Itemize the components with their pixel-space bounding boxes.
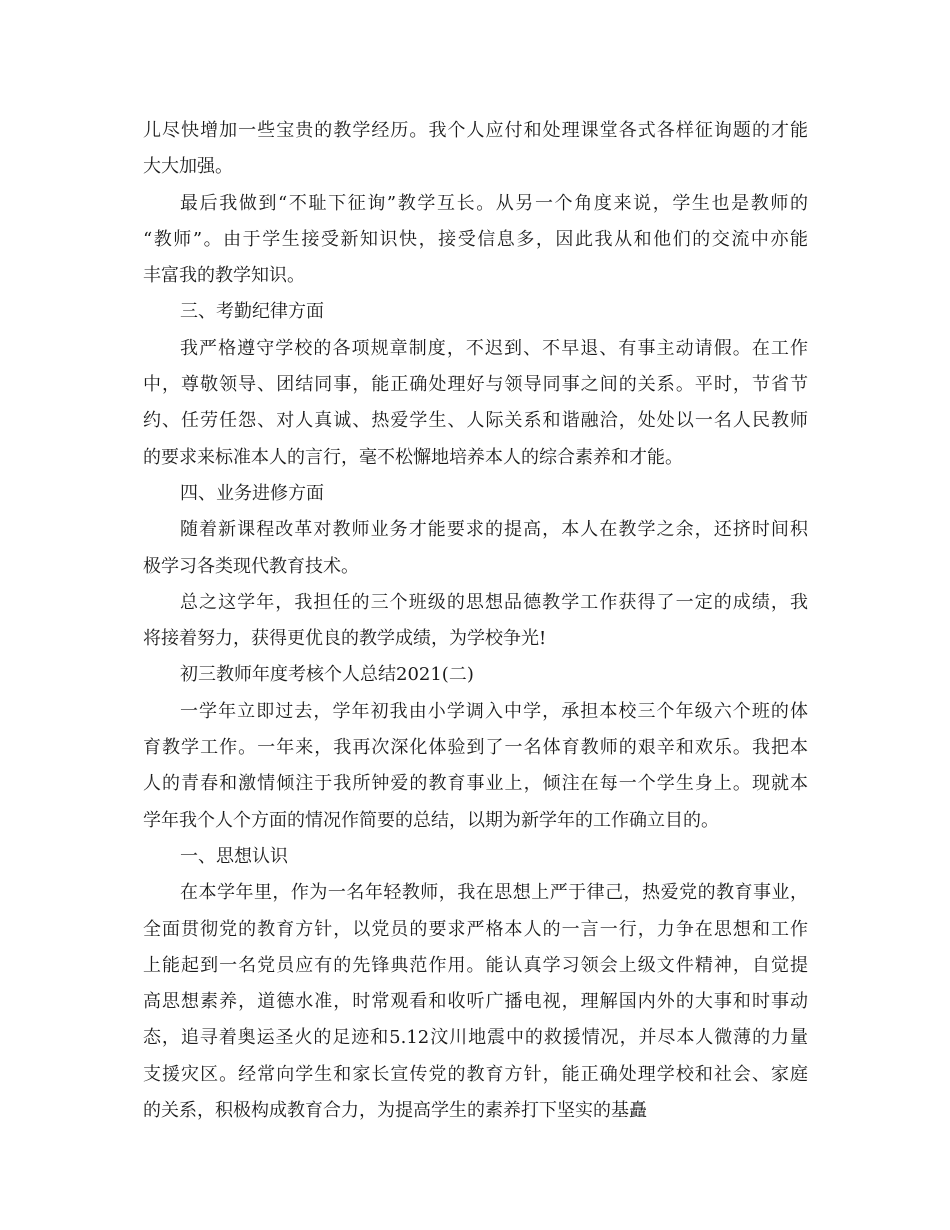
text-line: 随着新课程改革对教师业务才能要求的提高，本人在教学之余，还挤时间积 <box>180 519 808 541</box>
text-line: 中，尊敬领导、团结同事，能正确处理好与领导同事之间的关系。平时，节省节 <box>143 374 808 396</box>
document-body <box>143 113 808 1129</box>
text-line: 学年我个人个方面的情况作简要的总结，以期为新学年的工作确立目的。 <box>143 809 719 831</box>
text-line: 全面贯彻党的教育方针，以党员的要求严格本人的一言一行，力争在思想和工作 <box>143 918 808 940</box>
text-line: 高思想素养，道德水准，时常观看和收听广播电视，理解国内外的大事和时事动 <box>143 991 808 1013</box>
text-line: 的关系，积极构成教育合力，为提高学生的素养打下坚实的基矗 <box>143 1100 647 1122</box>
text-line: 极学习各类现代教育技术。 <box>143 555 359 577</box>
text-line: 四、业务进修方面 <box>180 482 324 504</box>
text-line: “教师”。由于学生接受新知识快，接受信息多，因此我从和他们的交流中亦能 <box>143 228 808 250</box>
text-line: 一、思想认识 <box>180 845 288 867</box>
text-line: 最后我做到“不耻下征询”教学互长。从另一个角度来说，学生也是教师的 <box>180 192 808 214</box>
text-line: 三、考勤纪律方面 <box>180 301 324 323</box>
text-line: 初三教师年度考核个人总结2021(二) <box>180 664 474 686</box>
text-line: 儿尽快增加一些宝贵的教学经历。我个人应付和处理课堂各式各样征询题的才能 <box>143 120 808 141</box>
text-line: 大大加强。 <box>143 156 233 178</box>
text-line: 丰富我的教学知识。 <box>143 265 305 287</box>
text-line: 将接着努力，获得更优良的教学成绩，为学校争光! <box>143 628 547 650</box>
text-line: 支援灾区。经常向学生和家长宣传党的教育方针，能正确处理学校和社会、家庭 <box>143 1063 808 1085</box>
text-line: 我严格遵守学校的各项规章制度，不迟到、不早退、有事主动请假。在工作 <box>180 337 808 359</box>
text-line: 约、任劳任怨、对人真诚、热爱学生、人际关系和谐融洽，处处以一名人民教师 <box>143 410 808 432</box>
text-line: 育教学工作。一年来，我再次深化体验到了一名体育教师的艰辛和欢乐。我把本 <box>143 737 808 759</box>
text-line: 人的青春和激情倾注于我所钟爱的教育事业上，倾注在每一个学生身上。现就本 <box>143 773 808 795</box>
text-line: 在本学年里，作为一名年轻教师，我在思想上严于律己，热爱党的教育事业， <box>180 882 808 904</box>
text-line: 态，追寻着奥运圣火的足迹和5.12汶川地震中的救援情况，并尽本人微薄的力量 <box>143 1027 808 1049</box>
text-line: 上能起到一名党员应有的先锋典范作用。能认真学习领会上级文件精神，自觉提 <box>143 954 808 976</box>
text-line: 的要求来标准本人的言行，毫不松懈地培养本人的综合素养和才能。 <box>143 446 683 468</box>
text-line: 总之这学年，我担任的三个班级的思想品德教学工作获得了一定的成绩，我 <box>180 591 808 613</box>
text-line: 一学年立即过去，学年初我由小学调入中学，承担本校三个年级六个班的体 <box>180 700 808 722</box>
